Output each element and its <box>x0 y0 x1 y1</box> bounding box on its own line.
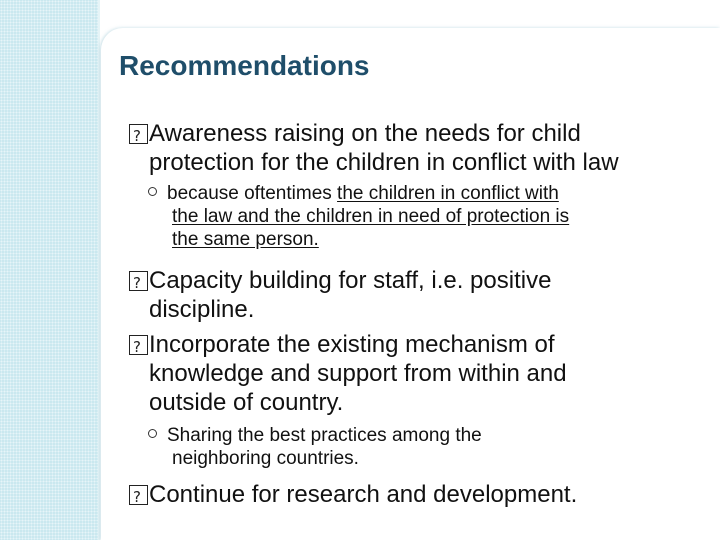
bullet-text-line: outside of country. <box>149 389 344 416</box>
ring-icon <box>148 429 157 438</box>
bullet-text-line: Capacity building for staff, i.e. positive <box>149 267 552 294</box>
sub-bullet-underlined-text: the same person. <box>172 229 319 250</box>
bullet-text-line: Continue for research and development. <box>149 481 578 508</box>
bullet-awareness-raising <box>129 119 619 177</box>
sub-bullet-underlined-text: the law and the children in need of protection is <box>172 206 570 227</box>
bullet-incorporate-mechanism <box>129 330 567 417</box>
bullet-text-line: discipline. <box>149 296 255 323</box>
bullet-text-line: Awareness raising on the needs for child <box>149 120 581 147</box>
decorative-side-band <box>0 0 98 540</box>
side-band-edge <box>98 0 100 540</box>
slide-title: Recommendations <box>119 50 370 81</box>
box-glyph-icon <box>129 124 148 144</box>
bullet-text-line: knowledge and support from within and <box>149 360 567 387</box>
box-glyph-icon <box>129 271 148 291</box>
ring-icon <box>148 187 157 196</box>
sub-bullet-underlined-text: the children in conflict with <box>337 183 559 204</box>
box-glyph-icon <box>129 485 148 505</box>
bullet-capacity-building <box>129 266 551 324</box>
box-glyph-icon <box>129 335 148 355</box>
sub-bullet-best-practices <box>148 424 482 470</box>
bullet-text-line: protection for the children in conflict with law <box>149 149 619 176</box>
sub-bullet-text: neighboring countries. <box>172 448 359 469</box>
bullet-text-line: Incorporate the existing mechanism of <box>149 331 555 358</box>
sub-bullet-same-person <box>148 182 569 251</box>
sub-bullet-text: Sharing the best practices among the <box>167 425 482 446</box>
sub-bullet-text: because oftentimes <box>167 183 338 204</box>
bullet-continue-research <box>129 480 577 509</box>
